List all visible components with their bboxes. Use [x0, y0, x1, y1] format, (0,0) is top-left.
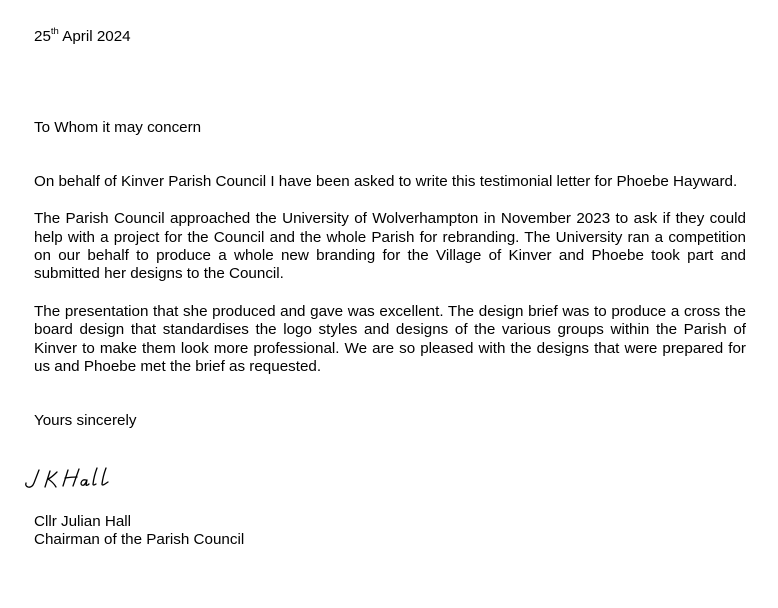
signer-name: Cllr Julian Hall [34, 513, 132, 530]
paragraph-intro: On behalf of Kinver Parish Council I have been asked to write this testimonial letter for Phoebe Hayward. [34, 172, 738, 190]
date-day: 25 [34, 28, 51, 45]
letter-body [34, 25, 746, 431]
paragraph-praise: The presentation that she produced and gave was excellent. The design brief was to produce a cross the board design that standardises the logo styles and designs of the various groups within the Parish of Kinver to make them look more professional. We are so pleased with the designs that were prepared for us and Phoebe met the brief as requested. [34, 302, 746, 376]
closing: Yours sincerely [34, 412, 137, 430]
signer-title: Chairman of the Parish Council [34, 531, 245, 549]
date-month-year: April 2024 [58, 28, 131, 45]
paragraph-background: The Parish Council approached the University of Wolverhampton in November 2023 to ask if they could help with a project for the Council and the whole Parish for rebranding. The University ran a competition on our behalf to produce a whole new branding for the Village of Kinver and Phoebe took part and submitted her designs to the Council. [34, 210, 746, 283]
signer-block [34, 513, 244, 550]
greeting: To Whom it may concern [34, 119, 202, 137]
letter-date [34, 25, 746, 46]
handwritten-signature [23, 464, 133, 494]
date-suffix: th [50, 25, 59, 37]
